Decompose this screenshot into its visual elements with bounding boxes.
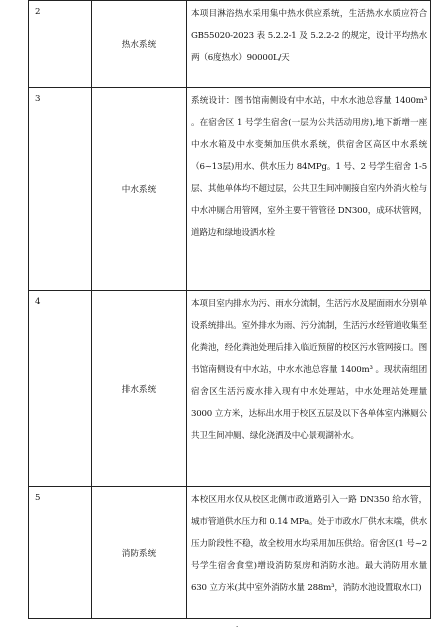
table-row — [29, 487, 431, 619]
row-number: 5 — [29, 487, 92, 619]
row-number: 4 — [29, 291, 92, 487]
table-row — [29, 1, 431, 88]
system-description: 系统设计：图书馆南侧设有中水站，中水水池总容量 1400m³ 。在宿舍区 1 号学生宿舍(一层为公共活动用房),地下新增一座中水水箱及中水变频加压供水系统，供宿舍区高区中水系统（6~13层)用水、供水压力 84MPg。1 号、2 号学生宿舍 1-5 层、其他单体均不超过层，公共卫生间冲厕接自室内外消火栓与中水冲厕合用管网，室外主要干管管径 DN300，成环状管网，道路边和绿地设洒水栓 — [187, 88, 431, 291]
row-number: 3 — [29, 88, 92, 291]
system-name: 中水系统 — [92, 88, 187, 291]
system-name: 消防系统 — [92, 487, 187, 619]
table-row — [29, 291, 431, 487]
utility-systems-table — [28, 0, 431, 619]
row-number: 2 — [29, 1, 92, 88]
system-description: 本校区用水仅从校区北侧市政道路引入一路 DN350 给水管，城市管道供水压力和 0.14 MPa。处于市政水厂供水末端，供水压力阶段性不稳，故全校用水均采用加压供给。宿舍区(1 号~2 号学生宿舍食堂)增设消防泵房和消防水池。最大消防用水量 630 立方米(其中室外消防水量 288m³，消防水池设置取水口) — [187, 487, 431, 619]
table-row — [29, 88, 431, 291]
system-description: 本项目室内排水为污、雨水分流制，生活污水及屋面雨水分别单设系统排出。室外排水为雨、污分流制，生活污水经管道收集至化粪池，经化粪池处理后排入临近预留的校区污水管网接口。图书馆南侧设有中水站，中水水池总容量 1400m³ 。现状南组团宿舍区生活污废水排入现有中水处理站，中水处理站处理量3000 立方米，达标出水用于校区五层及以下各单体室内淋厕公共卫生间冲厕、绿化浇洒及中心景观湖补水。 — [187, 291, 431, 487]
system-name: 热水系统 — [92, 1, 187, 88]
page-marker: · — [236, 623, 239, 631]
system-description: 本项目淋浴热水采用集中热水供应系统，生活热水水质应符合GB55020-2023 表 5.2.2-1 及 5.2.2-2 的规定，设计平均热水两（6度热水）90000L/天 — [187, 1, 431, 88]
system-name: 排水系统 — [92, 291, 187, 487]
